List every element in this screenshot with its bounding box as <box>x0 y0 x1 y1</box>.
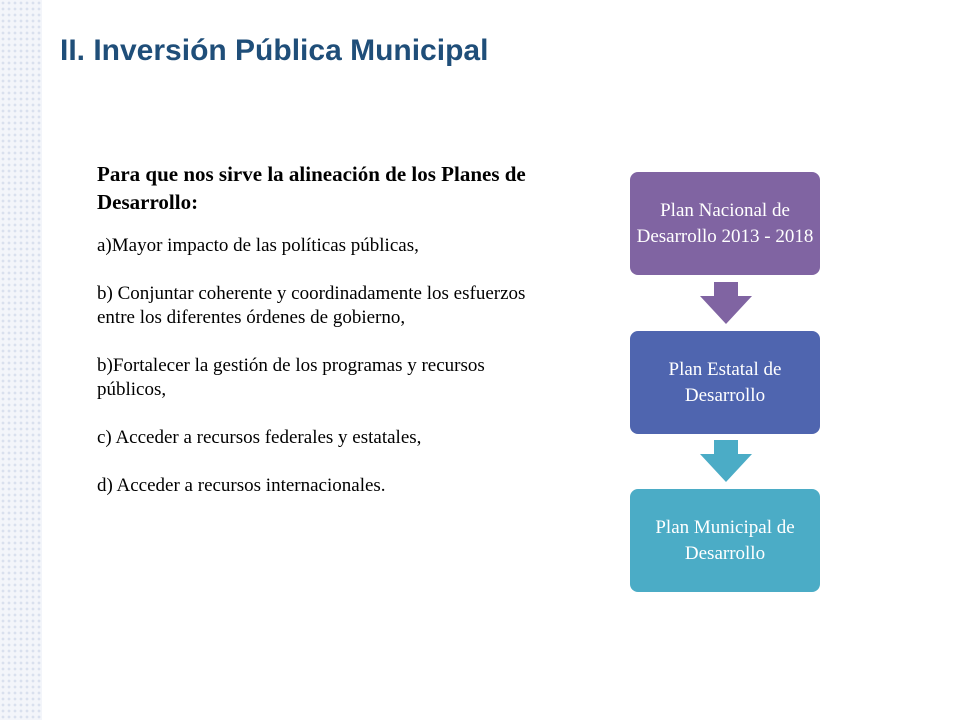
plan-municipal-box: Plan Municipal de Desarrollo <box>630 489 820 592</box>
list-item: b) Conjuntar coherente y coordinadamente los esfuerzos entre los diferentes órdenes de gobierno, <box>97 283 526 328</box>
list-item: a)Mayor impacto de las políticas públicas, <box>97 235 419 256</box>
plan-nacional-box: Plan Nacional de Desarrollo 2013 - 2018 <box>630 172 820 275</box>
list-item: b)Fortalecer la gestión de los programas y recursos públicos, <box>97 355 485 400</box>
list-item: c) Acceder a recursos federales y estatales, <box>97 427 422 448</box>
list-item: d) Acceder a recursos internacionales. <box>97 475 386 496</box>
dot-pattern <box>0 0 42 720</box>
left-decorative-bar <box>0 0 42 720</box>
plan-estatal-box: Plan Estatal de Desarrollo <box>630 331 820 434</box>
content-text <box>97 160 547 522</box>
down-arrow-icon <box>700 440 752 482</box>
down-arrow-icon <box>700 282 752 324</box>
content-heading: Para que nos sirve la alineación de los Planes de Desarrollo: <box>97 162 526 214</box>
slide-title: II. Inversión Pública Municipal <box>60 34 489 67</box>
